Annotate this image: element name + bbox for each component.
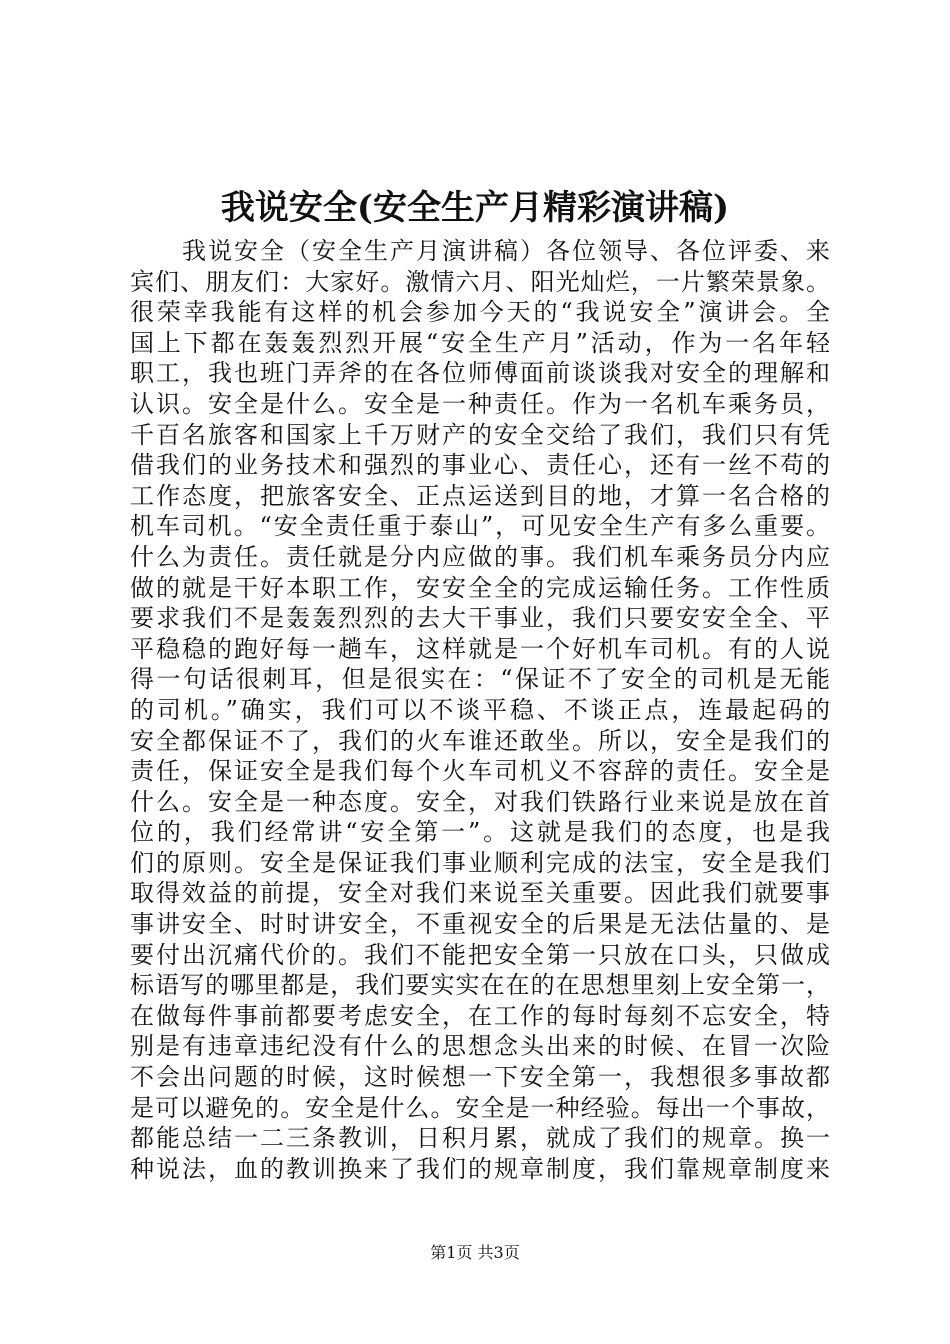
paragraph-line: 是可以避免的。安全是什么。安全是一种经验。每出一个事故， — [130, 1093, 830, 1122]
paragraph-line: 责任，保证安全是我们每个火车司机义不容辞的责任。安全是 — [130, 757, 830, 786]
paragraph-line: 的司机。”确实，我们可以不谈平稳、不谈正点，连最起码的 — [130, 695, 830, 724]
paragraph-line: 国上下都在轰轰烈烈开展“安全生产月”活动，作为一名年轻 — [130, 328, 830, 357]
paragraph-line: 认识。安全是什么。安全是一种责任。作为一名机车乘务员， — [130, 389, 830, 418]
paragraph-line: 不会出问题的时候，这时候想一下安全第一，我想很多事故都 — [130, 1063, 830, 1092]
paragraph-line: 做的就是干好本职工作，安安全全的完成运输任务。工作性质 — [130, 573, 830, 602]
paragraph-line: 宾们、朋友们：大家好。激情六月、阳光灿烂，一片繁荣景象。 — [130, 267, 830, 296]
paragraph-line: 很荣幸我能有这样的机会参加今天的“我说安全”演讲会。全 — [130, 298, 830, 327]
paragraph-line: 们的原则。安全是保证我们事业顺利完成的法宝，安全是我们 — [130, 848, 830, 877]
paragraph-line: 要求我们不是轰轰烈烈的去大干事业，我们只要安安全全、平 — [130, 604, 830, 633]
paragraph-line: 我说安全（安全生产月演讲稿）各位领导、各位评委、来 — [182, 237, 830, 265]
paragraph-line: 得一句话很刺耳，但是很实在：“保证不了安全的司机是无能 — [130, 665, 830, 694]
document-body — [130, 236, 830, 1184]
paragraph-line: 什么。安全是一种态度。安全，对我们铁路行业来说是放在首 — [130, 787, 830, 816]
paragraph-line: 别是有违章违纪没有什么的思想念头出来的时候、在冒一次险 — [130, 1032, 830, 1061]
paragraph-line: 平稳稳的跑好每一趟车，这样就是一个好机车司机。有的人说 — [130, 634, 830, 663]
paragraph-line: 机车司机。“安全责任重于泰山”，可见安全生产有多么重要。 — [130, 512, 830, 541]
paragraph-line: 职工，我也班门弄斧的在各位师傅面前谈谈我对安全的理解和 — [130, 359, 830, 388]
paragraph-line: 工作态度，把旅客安全、正点运送到目的地，才算一名合格的 — [130, 481, 830, 510]
paragraph-line: 都能总结一二三条教训，日积月累，就成了我们的规章。换一 — [130, 1124, 830, 1153]
paragraph-line: 位的，我们经常讲“安全第一”。这就是我们的态度，也是我 — [130, 818, 830, 847]
paragraph-line: 安全都保证不了，我们的火车谁还敢坐。所以，安全是我们的 — [130, 726, 830, 755]
paragraph-line: 在做每件事前都要考虑安全，在工作的每时每刻不忘安全，特 — [130, 1001, 830, 1030]
paragraph-line: 借我们的业务技术和强烈的事业心、责任心，还有一丝不苟的 — [130, 451, 830, 480]
paragraph-line: 事讲安全、时时讲安全，不重视安全的后果是无法估量的、是 — [130, 910, 830, 939]
paragraph-line: 标语写的哪里都是，我们要实实在在的在思想里刻上安全第一， — [130, 971, 830, 1000]
paragraph-line: 种说法，血的教训换来了我们的规章制度，我们靠规章制度来 — [130, 1154, 830, 1183]
paragraph-line: 什么为责任。责任就是分内应做的事。我们机车乘务员分内应 — [130, 542, 830, 571]
paragraph-line: 取得效益的前提，安全对我们来说至关重要。因此我们就要事 — [130, 879, 830, 908]
document-title: 我说安全(安全生产月精彩演讲稿) — [220, 188, 730, 228]
paragraph-line: 千百名旅客和国家上千万财产的安全交给了我们，我们只有凭 — [130, 420, 830, 449]
paragraph-line: 要付出沉痛代价的。我们不能把安全第一只放在口头，只做成 — [130, 940, 830, 969]
page-footer: 第1页 共3页 — [430, 1243, 520, 1262]
